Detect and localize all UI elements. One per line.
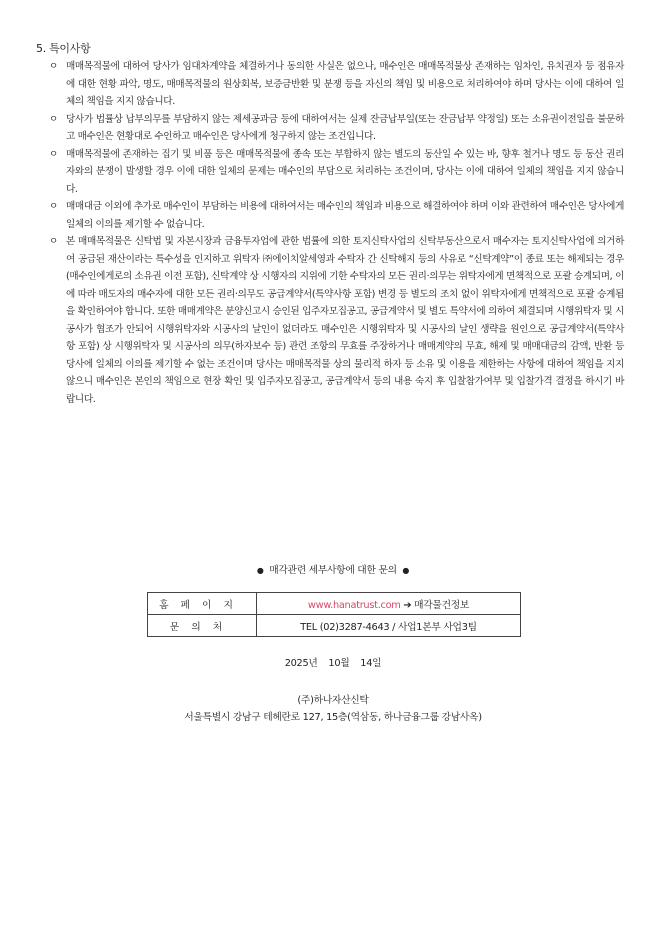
- inquiry-title: 매각관련 세부사항에 대한 문의: [269, 565, 397, 576]
- bullet-circle-icon: ㅇ: [49, 236, 58, 247]
- notice-text: 매매대금 이외에 추가로 매수인이 부담하는 비용에 대하여서는 매수인의 책임과 비용으로 해결하여야 하며 이와 관련하여 매수인은 당사에게 일체의 이의를 제기할 수 없습니다.: [66, 201, 624, 230]
- date-day: 14일: [360, 658, 382, 669]
- homepage-cell: [257, 593, 521, 615]
- bullet-circle-icon: ㅇ: [49, 61, 58, 72]
- section-heading: [36, 40, 90, 56]
- homepage-link[interactable]: www.hanatrust.com: [307, 599, 401, 611]
- contact-table: [147, 592, 521, 637]
- section-title: 특이사항: [49, 42, 91, 55]
- arrow-right-icon: ➔: [403, 599, 412, 611]
- notice-list: [48, 58, 624, 408]
- inquiry-label: 문의처: [148, 615, 257, 637]
- date-year: 2025년: [284, 658, 318, 669]
- homepage-desc: 매각물건정보: [414, 599, 470, 611]
- notice-text: 본 매매목적물은 신탁법 및 자본시장과 금융투자업에 관한 법률에 의한 토지신탁사업의 신탁부동산으로서 매수자는 토지신탁사업에 의거하여 공급된 재산이라는 특수성을 인지하고 위탁자 ㈜에이치알세영과 수탁자 간 신탁해지 등의 사유로 “신탁계약”이 종료 또는 해제되는 경우(매수인에게로의 소유권 이전 포함), 신탁계약 상 시행자의 지위에 기한 수탁자의 모든 권리·의무는 위탁자에게 면책적으로 포괄 승계되며, 이에 따라 매도자의 매수자에 대한 모든 권리·의무도 공급계약서(특약사항 포함) 변경 등 별도의 조치 없이 위탁자에게 면책적으로 포괄 승계됨을 확인하여야 합니다. 또한 매매계약은 분양신고시 승인된 입주자모집공고, 공급계약서 및 별도 특약서에 의하여 체결되며 시행위탁자 및 시공사가 협조가 안되어 시행위탁자와 시공사의 날인이 없더라도 매수인은 시행위탁자 및 시공사의 날인 생략을 원인으로 공급계약서(특약사항 포함) 상 시행위탁자 및 시공사의 의무(하자보수 등) 관련 조항의 무효를 주장하거나 매매계약의 무효, 해제 및 매매대금의 감액, 반환 등 당사에 일체의 이의를 제기할 수 없는 조건이며 당사는 매매목적물 상의 물리적 하자 등 소유 및 이용을 제한하는 사항에 대하여 책임을 지지 않으니 매수인은 본인의 책임으로 현장 확인 및 입주자모집공고, 공급계약서 등의 내용 숙지 후 입찰참가여부 및 입찰가격 결정을 하시기 바랍니다.: [66, 236, 624, 405]
- notice-item-5: [48, 233, 624, 408]
- bullet-dot-icon: ●: [402, 566, 410, 575]
- bullet-circle-icon: ㅇ: [49, 201, 58, 212]
- homepage-label: 홈페이지: [148, 593, 257, 615]
- notice-text: 매매목적물에 대하여 당사가 임대차계약을 체결하거나 동의한 사실은 없으나, 매수인은 매매목적물상 존재하는 임차인, 유치권자 등 점유자에 대한 현황 파악, 명도, 매매목적물의 원상회복, 보증금반환 및 분쟁 등을 자신의 책임 및 비용으로 처리하여야 하며 당사는 이에 대하여 일체의 책임을 지지 않습니다.: [66, 61, 624, 107]
- notice-item-1: [48, 58, 624, 111]
- document-date: [0, 655, 666, 669]
- inquiry-value: TEL (02)3287-4643 / 사업1본부 사업3팀: [257, 615, 521, 637]
- bullet-dot-icon: ●: [256, 566, 264, 575]
- bullet-circle-icon: ㅇ: [49, 148, 58, 160]
- bullet-circle-icon: ㅇ: [49, 113, 58, 125]
- section-number: 5.: [36, 42, 46, 55]
- company-block: [0, 692, 666, 726]
- date-month: 10월: [328, 658, 350, 669]
- notice-item-3: [48, 146, 624, 199]
- company-address: 서울특별시 강남구 테헤란로 127, 15층(역삼동, 하나금융그룹 강남사옥): [184, 712, 482, 723]
- inquiry-heading: [0, 562, 666, 576]
- notice-text: 매매목적물에 존재하는 집기 및 비품 등은 매매목적물에 종속 또는 부합하지 않는 별도의 동산일 수 있는 바, 향후 철거나 명도 등 동산 권리자와의 분쟁이 발생할 경우 이에 대한 일체의 문제는 매수인의 부담으로 처리하는 조건이며, 당사는 이에 대하여 일체의 책임을 지지 않습니다.: [66, 148, 624, 195]
- company-name: (주)하나자산신탁: [297, 695, 369, 706]
- notice-item-2: [48, 111, 624, 146]
- contact-row-inquiry: [148, 615, 521, 637]
- notice-text: 당사가 법률상 납부의무를 부담하지 않는 제세공과금 등에 대하여서는 실제 잔금납부일(또는 잔금납부 약정일) 또는 소유권이전일을 불문하고 매수인은 현황대로 수인하고 매수인은 당사에게 청구하지 않는 조건입니다.: [66, 113, 624, 142]
- contact-row-homepage: [148, 593, 521, 615]
- notice-item-4: [48, 198, 624, 233]
